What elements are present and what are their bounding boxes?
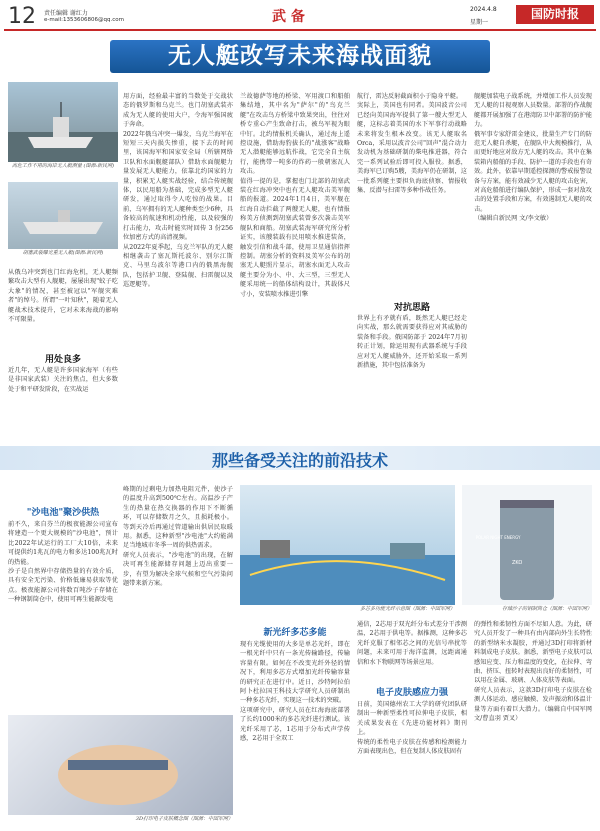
section-title: 武 备 (272, 9, 305, 25)
e-skin-text-2: 的弹性和柔韧性方面不尽如人意。为此，研究人员开发了一种具有由内部向外生长特性的新型纳米水凝胶，并通过3D打印将新材料制成电子皮肤。据悉，新型电子皮肤可以感知应变、压力和温度的变化，在拉伸、弯曲、挤压、扭转时表现出良好的柔韧性，可以用在金属、玻璃、人体皮肤等表面。 研究人员表示，这款3D打印电子皮肤在检测人体运动、感应触摸、发声振动和体温计量等方面有着巨大潜力。（编辑自中国军网 文/曹直羽 贾叉） (474, 621, 592, 723)
header-rule (4, 29, 596, 31)
caption-1: 高危工作不用的海岸无人艇测量 (图源:新民网) (11, 163, 115, 169)
column-4b-text: 世界上有矛就有盾，既然无人艇已经走向实战，那么就需要获得应对其威胁的装备和手段。俄国防部于 2024年7月初转正计划，除运用现有武器系统与手段应对无人艇威胁外，还开始采取一系列新措施，其中包括准备为 (357, 315, 467, 370)
sand-battery-text: 前不久，来自芬兰的极夜能源公司宣布将建造一个更大规模的"沙电池"，预计比2022年试运行的工厂大10倍，未来可提供约1兆瓦的电力和多达100兆瓦时的热能。 沙子是自然界中存储热量的有效介质，具有安全无污染、价格低廉易获取等优点。极夜能源公司将数百吨沙子存储在一种钢制筒仓中，使用可再生能源发电 (8, 521, 118, 604)
hand-icon (8, 715, 233, 815)
caption-2: 胡塞武装曝光重无人艇(图源:新民网) (22, 250, 104, 256)
editor: 责任编辑 谢红力 (44, 10, 88, 17)
page-number: 12 (8, 4, 36, 29)
e-skin-image (8, 715, 233, 815)
tank-label: POLAR NIGHT ENERGY (475, 535, 521, 540)
silo-icon (462, 485, 592, 605)
fiber-text-2: 通信，2芯用于双光纤分布式差分干涉测温，2芯用于供电等。据推测，这种多芯光纤克服了相邻芯之间的光信号串扰等问题，未来可用于海洋监测，远距离通信和水下物联网等场景应用。 (357, 621, 467, 666)
column-4-text: 航行，雷达反射截面积小于隐身平艇。 実际上，美国也有同者。美国波音公司已经向美国海军提供了第一艘大型无人艇，这标志着美国的水下军事行动战略未来将发生根本改变。该无人艇取名Orca，采用以波音公司"回声"混合动力发动机为基础研制的柴电推进器，符合完一系列试验后即可投入服役。据悉，美海军已订购5艘，美海军仍在研制，这一批系列艇主要担负海底侦察、情报收集、反潜与扫雷等多种作战任务。 (357, 93, 467, 195)
subhead-uses: 用处良多 (44, 355, 81, 365)
column-3-text: 兰故德萨等地的桥梁、军用渡口和船舶集结地，其中名为"萨尔"的"鸟克兰艇"在攻击鸟方桥梁中致果突出，往往对桥专重心产生致命打击，被鸟军视为眼中钉。北约情报机关确认，通过海上遥控设施，借助海豹拔长的"战涨客"战略无人潜艇能够远航作战，它完全自主航行，能携带一吨多的炸药一般朝塞瓦人攻击。 值得一提的是，掌握也门北部的胡塞武装在红海冲突中也有无人艇攻击美军舰船的报道。2024年1月4日，美军舰在红海自动拦截了两艘无人艇，也有情报称美方侦测到胡塞武装曾多次袭击美军舰队和商船。胡塞武装海军研究所分析证实，该艘装载有民用喷水推进装备，触发引信和战斗部，使用卫星通信指挥控制。胡塞分析的资料及美军公布的胡塞无人艇照片显示，胡塞水面无人攻击艇主要分为小、中、大三型，三型无人艇采用统一的船体结构设计，其载体尺寸小，安装喷水推进引擎 (240, 93, 350, 298)
boat-icon (8, 182, 118, 249)
section-title-frontier: 那些备受关注的前沿技术 (211, 451, 388, 470)
undersea-fiber-icon (240, 485, 455, 605)
fiber-diagram (240, 485, 455, 605)
sand-battery-text-2: 峰期的过剩电力加热电阻元件，使沙子的温度升高到500℃左右。高温沙子产生的热量在热交换器的作用下不断循环，可以存储数月之久，且损耗极小。等到天冷后再通过管道输出供居民取暖用。据悉，这种新型"沙电池"大约能满足当地城市冬季一周的供热需求。 研究人员表示，"沙电池"的出现，在解决可再生能源储存问题上迈出重要一步，有望为解决全球气候和空气污染问题带来新方案。 (123, 486, 233, 588)
subhead-countermeasures: 对抗思路 (393, 303, 430, 313)
tank-brand: ZKO (512, 560, 523, 566)
boat-icon (8, 82, 118, 162)
subhead-sand-battery: "沙电池"聚沙供热 (26, 508, 100, 518)
date: 2024.4.8 (470, 6, 497, 13)
caption-skin: 3D打印电子皮肤概念图（图源：中国军网） (135, 816, 233, 822)
weekday: 星期一 (470, 19, 489, 26)
column-2-text: 用方面，经验最丰富的当数处于交战状态的俄罗斯和乌克兰。也门胡塞武装亦成为无人艇的使用大户，令海军强国疲于奔命。 2022年俄乌冲突一爆发，乌克兰海军在短短三天内损失惨重，接下去的时间里，该国海军和国家安全局（所辖网络卫队和水面舰艇部队）借助水面舰艇力量发展无人艇能力，依靠北约国家的力量，积累无人艇实战经验，结合传统舰体，以民用船为基础，完成多型无人艇研发，通过取得令人吃惊的战果。目前，乌军拥有的无人艇种类至少6种，具备较高的航速和机动性能，以及较强的打击能力，攻击时能实时回传 3 份256位加密方式的高清视频。 从2022年夏季起，乌克兰军队的无人艇相继袭击了塞瓦斯托波尔、别尔江斯克、马里乌波尔等港口内的俄黑海舰队，包括护卫舰、登陆舰、扫雷舰以及巡逻艇等。 (123, 93, 233, 289)
drone-boat-photo (8, 82, 118, 162)
column-5-text: 舰艇加装电子战系统，并增加工作人员发现无人艇的目视观察人员数量。部署的作战舰艇都开展加强了在港湾防卫中部署的防护能力。 俄军事专家舒雷金建议，批量生产专门的防范无人艇自杀艇，在舰队中大规模推行，从而更好地应对敌方无人艇的攻击。其中在集装箱内船舶的手段、防护一道的手段也有奇效。此外，依靠早期遥控探测的警戒报警设备与方案，能有效减少无人艇的攻击危害，对高危船舶进行编队保护，形成一套对敌攻击的处置手段和方案，有效遏制无人艇的攻击。 （编辑自新民网 文/李文敏） (474, 93, 592, 223)
email: e-mail:1353606806@qq.com (44, 17, 124, 23)
sand-battery-photo (462, 485, 592, 605)
article-title: 无人艇改写未来海战面貌 (110, 40, 490, 73)
intro-paragraph: 从俄乌冲突到也门红海危机，无人艇频繁攻击大型有人舰艇，屡屡出现"蚊子吃大象"的情况，甚至被冠以"军舰灾难者"的绰号。所谓"一叶知秋"，随着无人艇战术技术提升，它对未来海战的影响不可限量。 (8, 269, 118, 324)
subhead-fiber: 新光纤多芯多能 (263, 628, 327, 638)
column-1-text: 近几年，无人艇是许多国家海军（有些是非国家武装）关注的焦点，但大多数处于和平研发阶段，在实战运 (8, 367, 118, 393)
newspaper-logo: 国防时报 (516, 5, 594, 24)
fiber-text: 现有光缆使用的大多是单芯光纤，即在一根光纤中只有一条光传输路径，传输容量有限。如何在不改变光纤外径的情况下，利用多芯方式增加光纤传输容量的研究正在进行中。近日，沙特阿拉伯阿卜杜拉国王科技大学研究人员研制出一种多芯光纤，实现这一技术的突破。 这项研究中，研究人员在红海海底部署了长约1000米的多芯光纤进行测试。该光纤采用了芯，1芯用于分布式声学传感，2芯用于全双工 (240, 641, 350, 743)
caption-battery: 存储沙子的钢制筒仓（图源：中国军网） (501, 606, 592, 612)
subhead-e-skin: 电子皮肤感应力强 (375, 688, 448, 698)
houthi-boat-photo (8, 182, 118, 249)
caption-fiber: 多芯多功能光纤示意图（图源：中国军网） (359, 606, 455, 612)
e-skin-text: 日前，美国德州农工大学的研究团队研制出一种新型柔性可拉伸电子皮肤，相关成果发表在《先进功能材料》期刊上。 传统的柔性电子皮肤在传感和检测能力方面表现出色，但在复制人体皮肤固有 (357, 701, 467, 756)
